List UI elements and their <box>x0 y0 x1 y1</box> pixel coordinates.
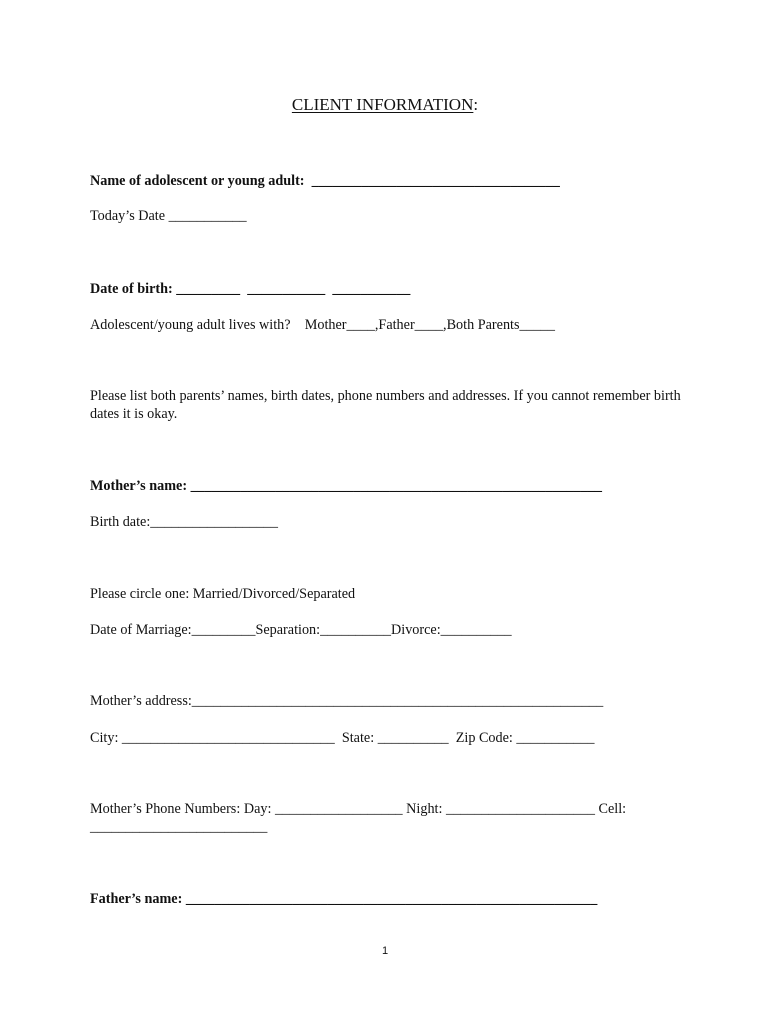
name-adolescent-field[interactable]: Name of adolescent or young adult: ___________________________________ <box>90 173 560 189</box>
mothers-name-field[interactable]: Mother’s name: __________________________________________________________ <box>90 478 603 494</box>
mothers-address-field[interactable]: Mother’s address:__________________________________________________________ <box>90 693 604 709</box>
form-title-colon: : <box>473 95 479 114</box>
todays-date-field[interactable]: Today’s Date ___________ <box>90 208 247 224</box>
lives-with-field[interactable]: Adolescent/young adult lives with? Mother____,Father____,Both Parents_____ <box>90 317 555 333</box>
instructions-text: Please list both parents’ names, birth dates, phone numbers and addresses. If you cannot remember birth dates it is okay. <box>90 388 681 422</box>
page-number: 1 <box>381 945 389 957</box>
form-title <box>0 95 770 115</box>
fathers-name-field[interactable]: Father’s name: __________________________________________________________ <box>90 891 598 907</box>
city-state-zip-field[interactable]: City: ______________________________ State: __________ Zip Code: ___________ <box>90 730 595 746</box>
form-title-text: CLIENT INFORMATION <box>291 95 474 114</box>
marriage-dates-field[interactable]: Date of Marriage:_________Separation:__________Divorce:__________ <box>90 622 512 638</box>
mother-birth-date-field[interactable]: Birth date:__________________ <box>90 514 278 530</box>
mother-phone-field[interactable]: Mother’s Phone Numbers: Day: __________________ Night: _____________________ Cell: <box>90 801 627 817</box>
marital-status-circle[interactable]: Please circle one: Married/Divorced/Separated <box>90 586 356 602</box>
mother-phone-cell-field[interactable]: _________________________ <box>90 819 268 835</box>
date-of-birth-field[interactable]: Date of birth: _________ ___________ ___________ <box>90 281 411 297</box>
